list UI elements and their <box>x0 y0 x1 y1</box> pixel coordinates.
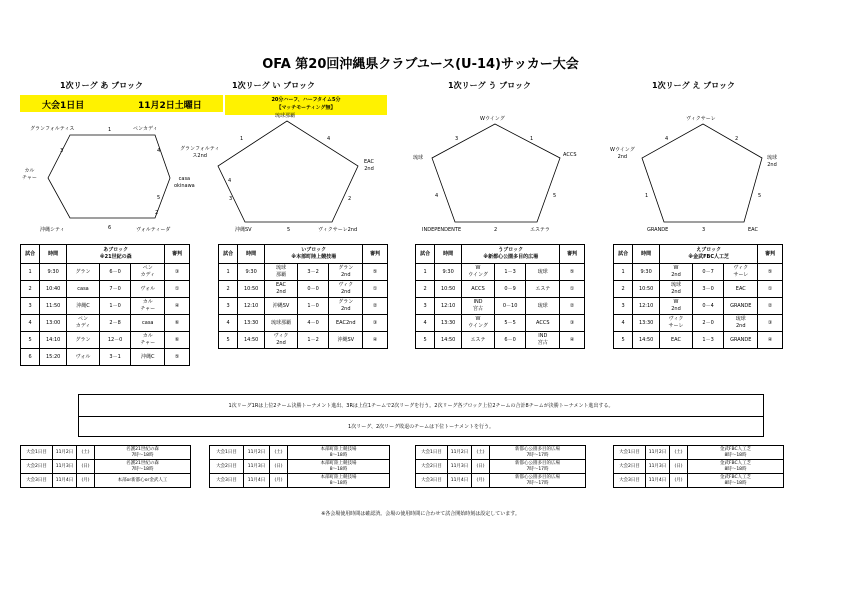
note-line-2: 1次リーグ、2次リーグ敗退のチームは下位トーナメントを行う。 <box>348 424 494 430</box>
line-num-i-5: 3 <box>229 196 233 202</box>
venue-table-i <box>209 445 390 488</box>
team-e-4: GRANDE <box>647 227 669 233</box>
line-num-e-3: 5 <box>758 193 762 199</box>
line-num-u-4: 2 <box>494 227 498 233</box>
rule-line-2: 【マッチモーティング無】 <box>276 105 336 111</box>
notes-box <box>78 394 764 437</box>
venue-row: 大会3日目 11月4日 (月) 本部or新都心or金武人工 <box>21 474 191 488</box>
line-num-e-4: 3 <box>702 227 706 233</box>
table-row: 1 9:30 琉球 那覇 3－2 グラン 2nd ⑤ <box>219 264 388 281</box>
team-i-1: 琉球那覇 <box>275 113 296 119</box>
day-label: 大会1日目 <box>42 101 85 111</box>
table-row: 3 12:10 沖縄SV 1－0 グラン 2nd ② <box>219 298 388 315</box>
line-num-a-4: 2 <box>155 210 159 216</box>
line-num-a-6: 3 <box>60 148 64 154</box>
team-u-5: 琉球 <box>413 155 424 161</box>
team-i-4: 沖縄SV <box>235 227 252 233</box>
th-block-i: いブロック ※本部町陸上競技場 <box>265 245 363 264</box>
line-num-u-3: 5 <box>553 193 557 199</box>
table-row: 2 10:50 ACCS 0－9 エステ ① <box>416 281 585 298</box>
venue-row: 大会1日目 11月2日 (土) 新都心公園多目的広場 7時～17時 <box>416 446 586 460</box>
th-time: 時間 <box>40 245 67 264</box>
venue-row: 大会2日目 11月3日 (日) 新都心公園多目的広場 7時～17時 <box>416 460 586 474</box>
team-u-4: INDEPENDENTE <box>422 227 462 233</box>
team-a-1: グランフォルティス <box>30 126 75 132</box>
venue-row: 大会1日目 11月2日 (土) 金武FBC人工芝 8時～18時 <box>614 446 784 460</box>
table-row: 2 10:50 EAC 2nd 0－0 ヴィク 2nd ① <box>219 281 388 298</box>
th-time: 時間 <box>435 245 462 264</box>
league-title-a: 1次リーグ あ ブロック <box>60 81 143 90</box>
match-table-a <box>20 244 190 366</box>
venue-table-u <box>415 445 586 488</box>
th-match: 試合 <box>614 245 633 264</box>
table-row: 5 14:10 グラン 12－0 カル チャー ⑥ <box>21 332 190 349</box>
team-e-1: ヴィクサーレ <box>686 116 716 122</box>
league-title-e: 1次リーグ え ブロック <box>652 81 735 90</box>
venue-row: 大会3日目 11月4日 (月) 金武FBC人工芝 8時～18時 <box>614 474 784 488</box>
table-row: 4 13:00 ペン カディ 2－8 casa ⑥ <box>21 315 190 332</box>
line-num-i-6: 4 <box>228 178 232 184</box>
team-u-3: エステラ <box>530 227 550 233</box>
team-a-6: カル チャー <box>22 168 37 181</box>
line-num-i-3: 2 <box>348 196 352 202</box>
date-label: 11月2日土曜日 <box>138 101 202 111</box>
table-row: 3 12:10 IND 宮古 0－10 琉球 ② <box>416 298 585 315</box>
line-num-u-1: 3 <box>455 136 459 142</box>
team-e-2: 琉球 2nd <box>767 155 778 168</box>
line-num-e-5: 1 <box>645 193 649 199</box>
table-row: 5 14:50 EAC 1－3 GRANDE ④ <box>614 332 783 349</box>
team-e-3: EAC <box>748 227 758 233</box>
th-match: 試合 <box>416 245 435 264</box>
th-block-a: あブロック ※21世紀の森 <box>67 245 165 264</box>
table-row: 3 12:10 W 2nd 0－4 GRANDE ② <box>614 298 783 315</box>
line-num-a-2: 4 <box>157 148 161 154</box>
th-ref: 審判 <box>363 245 388 264</box>
venue-row: 大会2日目 11月3日 (日) 本部町陸上競技場 8～18時 <box>210 460 390 474</box>
table-row: 5 14:50 ヴィク 2nd 1－2 沖縄SV ④ <box>219 332 388 349</box>
th-block-e: えブロック ※金武FBC人工芝 <box>660 245 758 264</box>
match-table-e <box>613 244 783 349</box>
venue-table-e <box>613 445 784 488</box>
team-i-5: グランフォルティ ス2nd <box>180 146 220 159</box>
team-i-3: ヴィクサーレ2nd <box>318 227 358 233</box>
team-a-5: 沖縄シティ <box>40 227 65 233</box>
line-num-a-5: 6 <box>108 225 112 231</box>
venue-row: 大会2日目 11月3日 (日) 名護21世紀の森 7時～18時 <box>21 460 191 474</box>
league-title-u: 1次リーグ う ブロック <box>448 81 531 90</box>
match-table-u <box>415 244 585 349</box>
table-row: 4 13:30 W ウイング 5－5 ACCS ③ <box>416 315 585 332</box>
line-num-a-1: 1 <box>108 127 112 133</box>
table-row: 1 9:30 グラン 6－0 ペン カディ ③ <box>21 264 190 281</box>
table-row: 4 13:30 ヴィク サーレ 2－0 琉球 2nd ③ <box>614 315 783 332</box>
th-time: 時間 <box>633 245 660 264</box>
line-num-u-2: 1 <box>530 136 534 142</box>
team-i-2: EAC 2nd <box>364 159 374 172</box>
team-a-3: casa okinawa <box>174 176 195 189</box>
venue-row: 大会3日目 11月4日 (月) 本部町陸上競技場 8～18時 <box>210 474 390 488</box>
page-title: OFA 第20回沖縄県クラブユース(U-14)サッカー大会 <box>262 57 579 72</box>
footer-note: ※各会場使用時間は確認済。会場の使用時間に合わせて試合開始時刻は設定しています。 <box>321 511 520 517</box>
league-title-i: 1次リーグ い ブロック <box>232 81 315 90</box>
table-row: 1 9:30 W ウイング 1－3 琉球 ⑤ <box>416 264 585 281</box>
th-match: 試合 <box>21 245 40 264</box>
table-row: 1 9:30 W 2nd 0－7 ヴィク サーレ ⑤ <box>614 264 783 281</box>
table-row: 2 10:50 琉球 2nd 3－0 EAC ① <box>614 281 783 298</box>
team-u-1: Wウイング <box>480 116 505 122</box>
line-num-e-2: 2 <box>735 136 739 142</box>
th-block-u: うブロック ※新都心公園多目的広場 <box>462 245 560 264</box>
team-a-4: ヴォルティーダ <box>136 227 171 233</box>
venue-row: 大会1日目 11月2日 (土) 名護21世紀の森 7時～18時 <box>21 446 191 460</box>
table-row: 2 10:40 casa 7－0 ヴォル ① <box>21 281 190 298</box>
venue-row: 大会2日目 11月3日 (日) 金武FBC人工芝 8時～18時 <box>614 460 784 474</box>
th-time: 時間 <box>238 245 265 264</box>
table-row: 3 11:50 沖縄C 1－0 カル チャー ④ <box>21 298 190 315</box>
line-num-a-3: 5 <box>157 195 161 201</box>
th-ref: 審判 <box>758 245 783 264</box>
line-num-e-1: 4 <box>665 136 669 142</box>
table-row: 6 15:20 ヴォル 3－1 沖縄C ⑤ <box>21 349 190 366</box>
line-num-i-2: 4 <box>327 136 331 142</box>
match-table-i <box>218 244 388 349</box>
venue-row: 大会3日目 11月4日 (月) 新都心公園多目的広場 7時～17時 <box>416 474 586 488</box>
table-row: 5 14:50 エステ 6－0 IND 宮古 ④ <box>416 332 585 349</box>
table-row: 4 13:30 琉球那覇 4－0 EAC2nd ③ <box>219 315 388 332</box>
note-line-1: 1次リーグ1Rは上位2チーム決勝トーナメント進出、3Rは上位1チームで2次リーグを行う。2次リーグ各ブロック上位2チームの合計8チームが決勝トーナメント進出する。 <box>228 403 614 409</box>
team-e-5: Wウイング 2nd <box>610 147 635 160</box>
line-num-i-1: 1 <box>240 136 244 142</box>
team-u-2: ACCS <box>563 152 577 158</box>
rule-line-1: 20分ハーフ、ハーフタイム5分 <box>271 97 341 103</box>
th-match: 試合 <box>219 245 238 264</box>
line-num-i-4: 5 <box>287 227 291 233</box>
team-a-2: ペンカディ <box>133 126 158 132</box>
venue-table-a <box>20 445 191 488</box>
venue-row: 大会1日目 11月2日 (土) 本部町陸上競技場 8～18時 <box>210 446 390 460</box>
th-ref: 審判 <box>560 245 585 264</box>
th-ref: 審判 <box>165 245 190 264</box>
line-num-u-5: 4 <box>435 193 439 199</box>
